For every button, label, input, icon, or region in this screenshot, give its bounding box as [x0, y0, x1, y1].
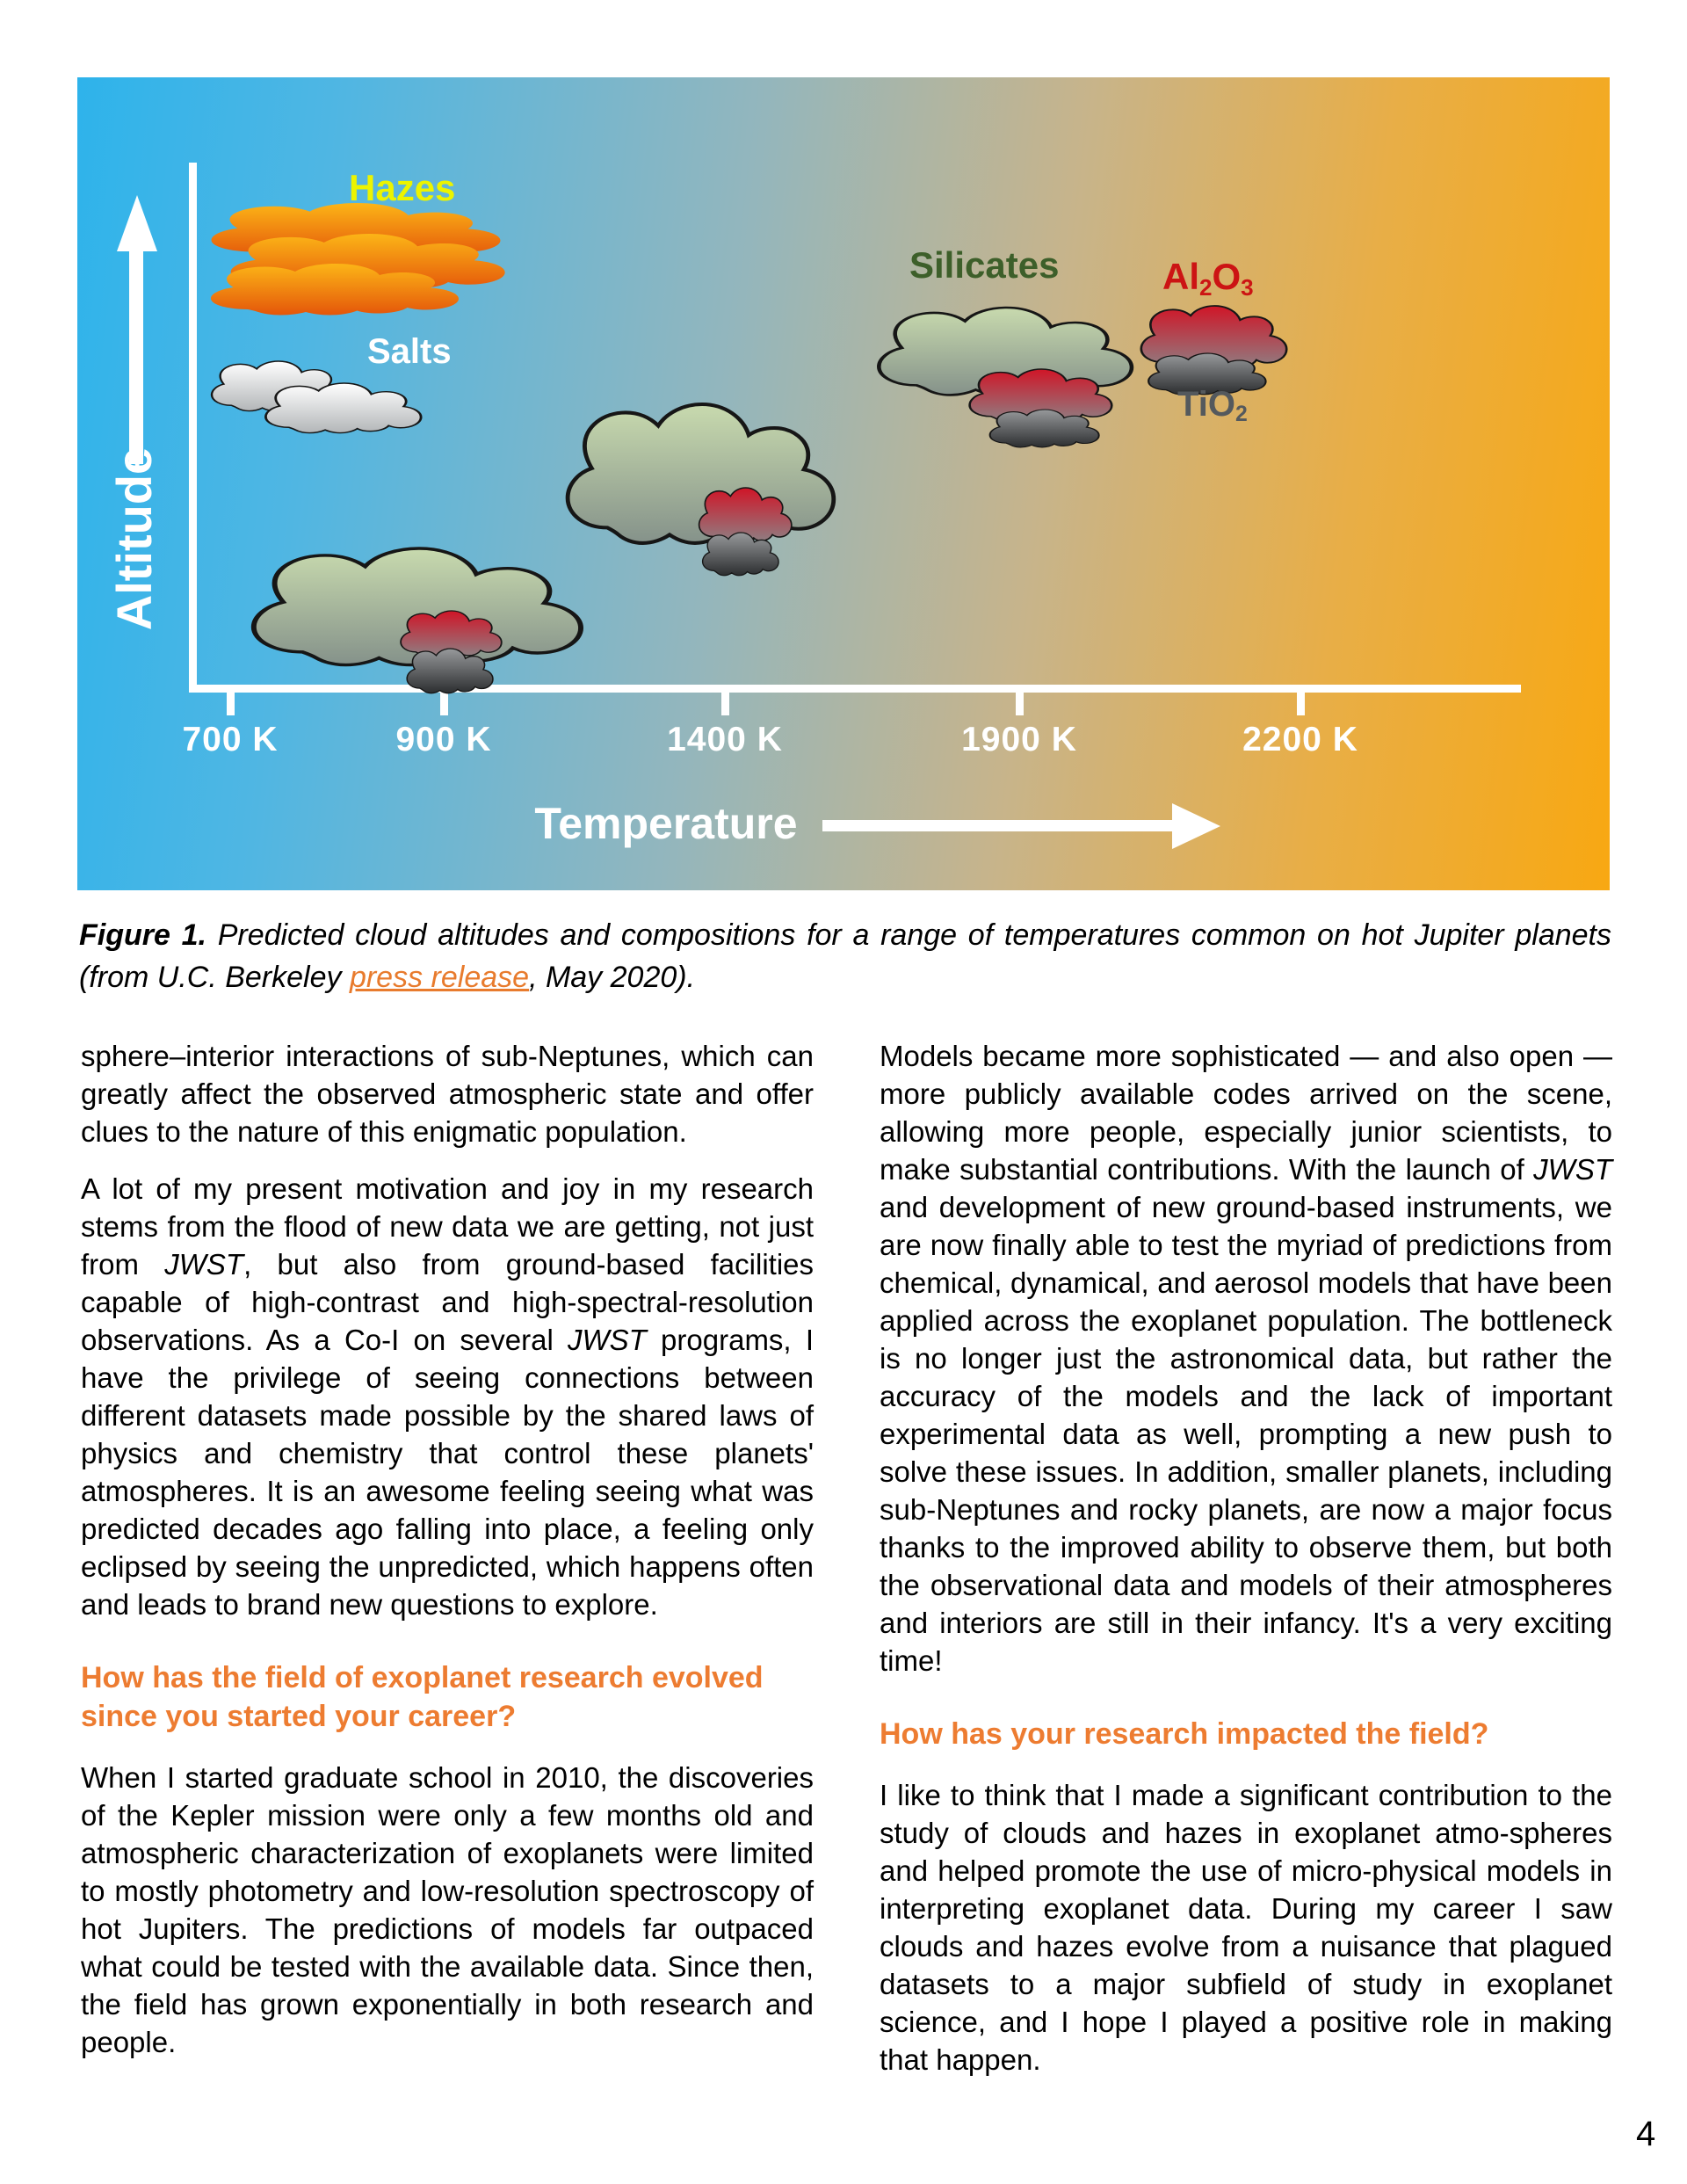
paragraph: When I started graduate school in 2010, the discoveries of the Kepler mission were only a few months old and atmospheric characterization of exoplanets were limited to mostly photometry and low-resolution spectroscopy of hot Jupiters. The predictions of models far outpaced what could be tested with the available data. Since then, the field has grown exponentially in both research and people. — [81, 1761, 814, 2058]
x-tick-label: 2200 K — [1242, 721, 1358, 758]
haze-cloud — [198, 264, 461, 316]
left-column — [81, 1037, 814, 2098]
article-body — [81, 1037, 1612, 2098]
figure-caption-text: Predicted cloud altitudes and compositions for a range of temperatures common on hot Jupiter planets (from U.C. Berkeley — [79, 918, 1611, 994]
paragraph: A lot of my present motivation and joy in my research stems from the flood of new data we are getting, not just from JWST, but also from ground-based facilities capable of high-contrast and high-spectral-resolution observations. As a Co-I on several JWST programs, I have the privilege of seeing connections between different datasets made possible by the shared laws of physics and chemistry that control these planets' atmospheres. It is an awesome feeling seeing what was predicted decades ago falling into place, a feeling only eclipsed by seeing the unpredicted, which happens often and leads to brand new questions to explore. — [81, 1172, 814, 1621]
x-tick — [227, 693, 235, 715]
x-tick-label: 900 K — [395, 721, 492, 758]
page-number: 4 — [1636, 2115, 1656, 2153]
tio2-label: TiO2 — [1177, 385, 1248, 427]
temperature-axis-label: Temperature — [534, 799, 798, 848]
right-column — [880, 1037, 1612, 2098]
x-tick-label: 1900 K — [961, 721, 1077, 758]
x-tick-label: 700 K — [182, 721, 279, 758]
temperature-axis-arrow-icon — [1172, 803, 1220, 849]
gray-cloud — [699, 533, 779, 577]
question-heading: How has the field of exoplanet research evolved since you started your career? — [81, 1661, 764, 1733]
gray-cloud — [984, 410, 1100, 448]
x-tick — [440, 693, 448, 715]
figure-caption-text-end: , May 2020). — [529, 961, 696, 994]
hazes-label: Hazes — [349, 167, 456, 208]
salt-cloud — [257, 383, 423, 434]
al2o3-label: Al2O3 — [1162, 256, 1254, 301]
x-tick — [1016, 693, 1024, 715]
x-tick — [1297, 693, 1305, 715]
question-heading: How has your research impacted the field? — [880, 1717, 1489, 1751]
salts-label: Salts — [367, 332, 452, 371]
x-tick-label: 1400 K — [667, 721, 783, 758]
x-axis-line — [189, 685, 1521, 693]
x-tick — [721, 693, 729, 715]
gray-cloud — [402, 649, 494, 694]
paragraph: I like to think that I made a significant contribution to the study of clouds and hazes in exoplanet atmo-spheres and helped promote the use of micro-physical models in interpreting exoplanet data. During my career I saw clouds and hazes evolve from a nuisance that plagued datasets to a major subfield of study in exoplanet science, and I hope I played a positive role in making that happen. — [880, 1779, 1612, 2076]
figure-hot-jupiter-clouds — [77, 77, 1610, 890]
figure-caption-number: Figure 1. — [79, 918, 206, 952]
paragraph: sphere–interior interactions of sub-Neptunes, which can greatly affect the observed atmospheric state and offer clues to the nature of this enigmatic population. — [81, 1040, 814, 1148]
paragraph: Models became more sophisticated — and also open — more publicly available codes arrived on the scene, allowing more people, especially junior scientists, to make substantial contributions. With the launch of JWST and development of new ground-based instruments, we are now finally able to test the myriad of predictions from chemical, dynamical, and aerosol models that have been applied across the exoplanet population. The bottleneck is no longer just the astronomical data, but rather the accuracy of the models and the lack of important experimental data as well, prompting a new push to solve these issues. In addition, smaller planets, including sub-Neptunes and rocky planets, are now a major focus thanks to the improved ability to observe them, but both the observational data and models of their atmospheres and interiors are still in their infancy. It's a very exciting time! — [880, 1040, 1612, 1677]
altitude-axis-label: Altitude — [106, 446, 162, 631]
altitude-axis-arrow-icon — [117, 195, 157, 251]
figure-caption — [79, 914, 1611, 998]
press-release-link[interactable]: press release — [349, 961, 530, 994]
temperature-axis-arrow-shaft — [822, 820, 1172, 831]
silicates-label: Silicates — [909, 244, 1060, 286]
